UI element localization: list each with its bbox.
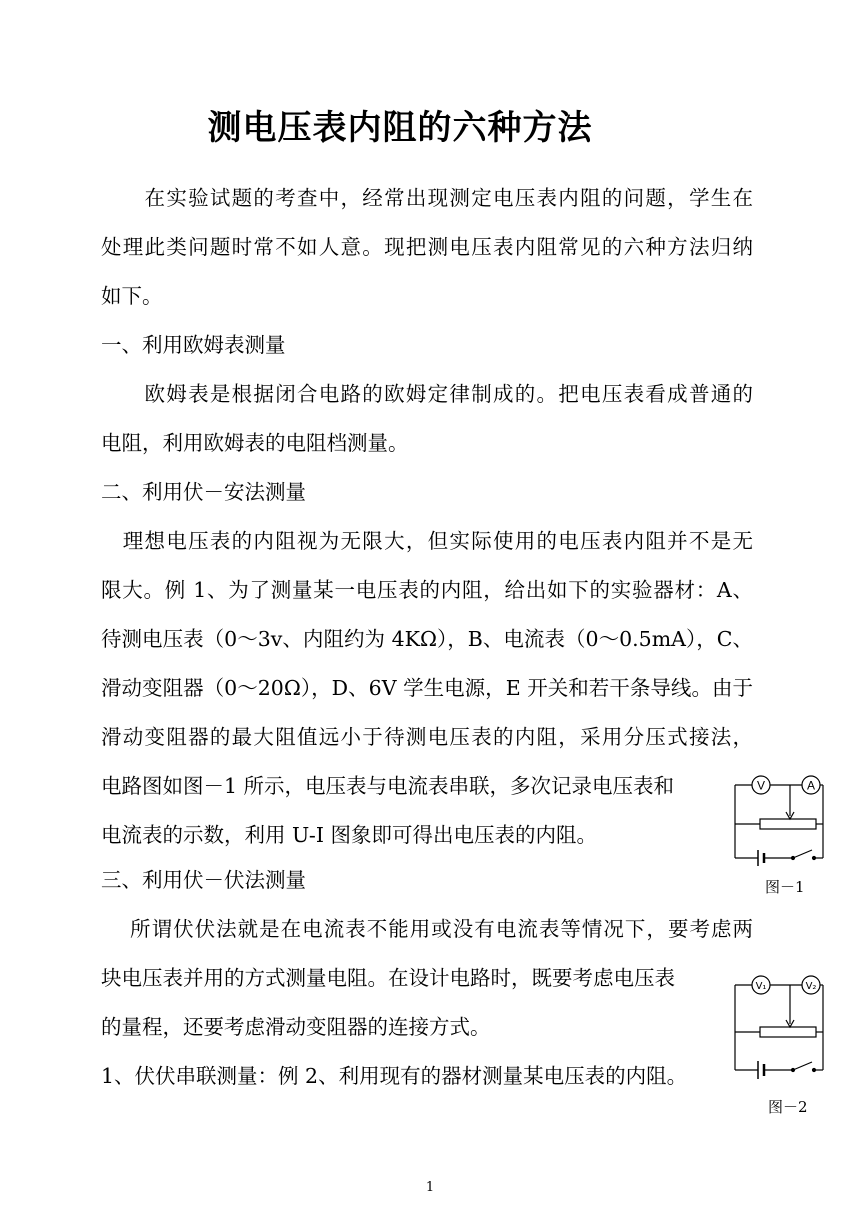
- circuit-diagram-1: [730, 770, 830, 870]
- body-line: 块电压表并用的方式测量电阻。在设计电路时，既要考虑电压表: [101, 966, 675, 990]
- body-line: 在实验试题的考查中，经常出现测定电压表内阻的问题，学生在: [101, 186, 753, 210]
- figure-caption: 图－2: [768, 1098, 808, 1116]
- body-line: 如下。: [101, 284, 163, 308]
- circuit-diagram-2: [730, 970, 830, 1090]
- body-line: 欧姆表是根据闭合电路的欧姆定律制成的。把电压表看成普通的: [101, 382, 753, 406]
- voltmeter2-label: V₂: [805, 981, 817, 992]
- body-line: 限大。例 1、为了测量某一电压表的内阻，给出如下的实验器材：A、: [101, 578, 753, 602]
- page-number: 1: [425, 1180, 435, 1195]
- body-line: 理想电压表的内阻视为无限大，但实际使用的电压表内阻并不是无: [101, 529, 753, 553]
- figure-caption: 图－1: [765, 878, 805, 896]
- body-line: 待测电压表（0～3v、内阻约为 4KΩ），B、电流表（0～0.5mA），C、: [101, 627, 753, 651]
- body-line: 电流表的示数，利用 U-I 图象即可得出电压表的内阻。: [101, 823, 597, 847]
- body-line: 的量程，还要考虑滑动变阻器的连接方式。: [101, 1015, 491, 1039]
- voltmeter-label: V: [756, 778, 766, 793]
- voltmeter1-label: V₁: [755, 981, 767, 992]
- body-line: 滑动变阻器（0～20Ω），D、6V 学生电源，E 开关和若干条导线。由于: [101, 676, 753, 700]
- body-line: 滑动变阻器的最大阻值远小于待测电压表的内阻，采用分压式接法，: [101, 725, 753, 749]
- body-line: 1、伏伏串联测量：例 2、利用现有的器材测量某电压表的内阻。: [101, 1064, 688, 1088]
- ammeter-label: A: [806, 778, 816, 793]
- body-line: 处理此类问题时常不如人意。现把测电压表内阻常见的六种方法归纳: [101, 235, 753, 259]
- section-heading: 一、利用欧姆表测量: [101, 333, 286, 357]
- section-heading: 三、利用伏－伏法测量: [101, 868, 306, 892]
- body-line: 电路图如图－1 所示，电压表与电流表串联，多次记录电压表和: [101, 774, 675, 798]
- body-line: 电阻，利用欧姆表的电阻档测量。: [101, 431, 409, 455]
- page-title: 测电压表内阻的六种方法: [207, 108, 593, 148]
- body-line: 所谓伏伏法就是在电流表不能用或没有电流表等情况下，要考虑两: [101, 917, 753, 941]
- section-heading: 二、利用伏－安法测量: [101, 480, 306, 504]
